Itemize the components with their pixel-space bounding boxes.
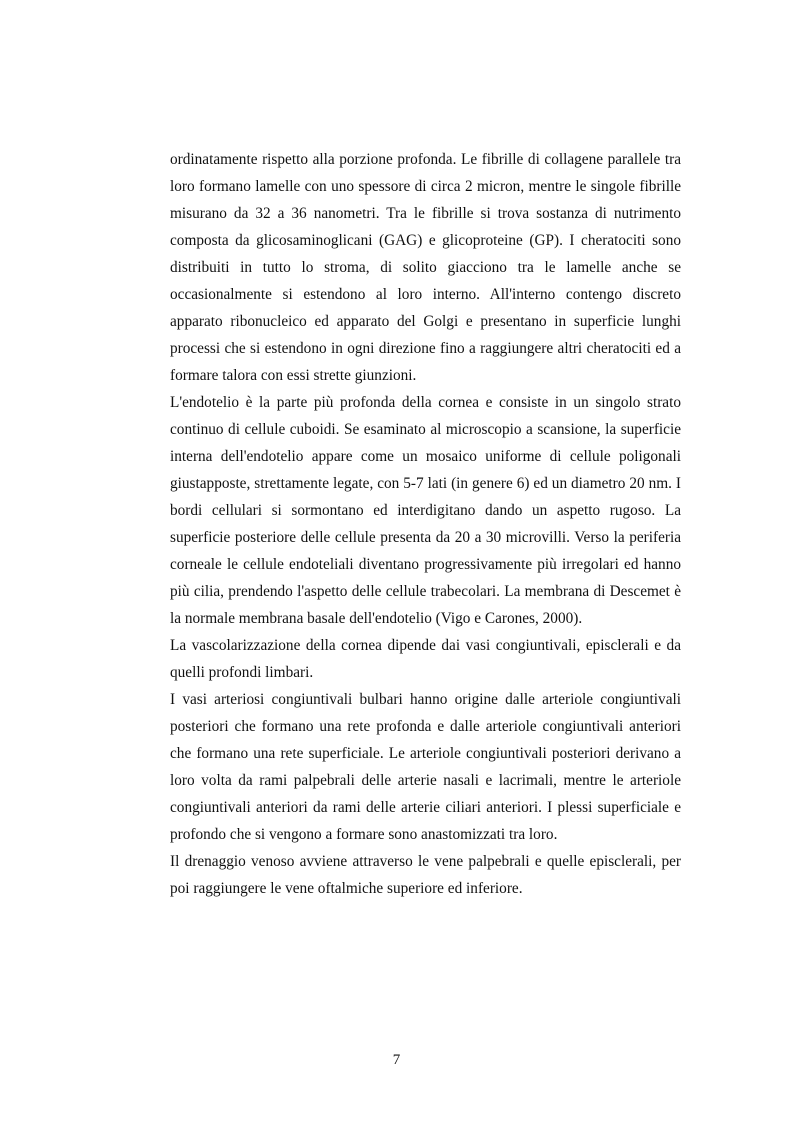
paragraph-cheratociti: ordinatamente rispetto alla porzione profonda. Le fibrille di collagene parallele tra loro formano lamelle con uno spessore di circa 2 micron, mentre le singole fibrille misurano da 32 a 36 nanometri. Tra le fibrille si trova sostanza di nutrimento composta da glicosaminoglicani (GAG) e glicoproteine (GP). I cheratociti sono distribuiti in tutto lo stroma, di solito giacciono tra le lamelle anche se occasionalmente si estendono al loro interno. All'interno contengo discreto apparato ribonucleico ed apparato del Golgi e presentano in superficie lunghi processi che si estendono in ogni direzione fino a raggiungere altri cheratociti ed a formare talora con essi strette giunzioni. (170, 151, 681, 384)
paragraph-endotelio: L'endotelio è la parte più profonda della cornea e consiste in un singolo strato continuo di cellule cuboidi. Se esaminato al microscopio a scansione, la superficie interna dell'endotelio appare come un mosaico uniforme di cellule poligonali giustapposte, strettamente legate, con 5-7 lati (in genere 6) ed un diametro 20 nm. I bordi cellulari si sormontano ed interdigitano dando un aspetto rugoso. La superficie posteriore delle cellule presenta da 20 a 30 microvilli. Verso la periferia corneale le cellule endoteliali diventano progressivamente più irregolari ed hanno più cilia, prendendo l'aspetto delle cellule trabecolari. La membrana di Descemet è la normale membrana basale dell'endotelio (Vigo e Carones, 2000). (170, 394, 681, 627)
paragraph-vasi-arteriosi: I vasi arteriosi congiuntivali bulbari hanno origine dalle arteriole congiuntivali posteriori che formano una rete profonda e dalle arteriole congiuntivali anteriori che formano una rete superficiale. Le arteriole congiuntivali posteriori derivano a loro volta da rami palpebrali delle arterie nasali e lacrimali, mentre le arteriole congiuntivali anteriori da rami delle arterie ciliari anteriori. I plessi superficiale e profondo che si vengono a formare sono anastomizzati tra loro. (170, 691, 681, 843)
page-number: 7 (392, 1052, 401, 1068)
paragraph-vascolarizzazione: La vascolarizzazione della cornea dipende dai vasi congiuntivali, episclerali e da quelli profondi limbari. (170, 637, 681, 681)
body-text (170, 146, 681, 902)
paragraph-drenaggio-venoso: Il drenaggio venoso avviene attraverso le vene palpebrali e quelle episclerali, per poi raggiungere le vene oftalmiche superiore ed inferiore. (170, 853, 681, 897)
